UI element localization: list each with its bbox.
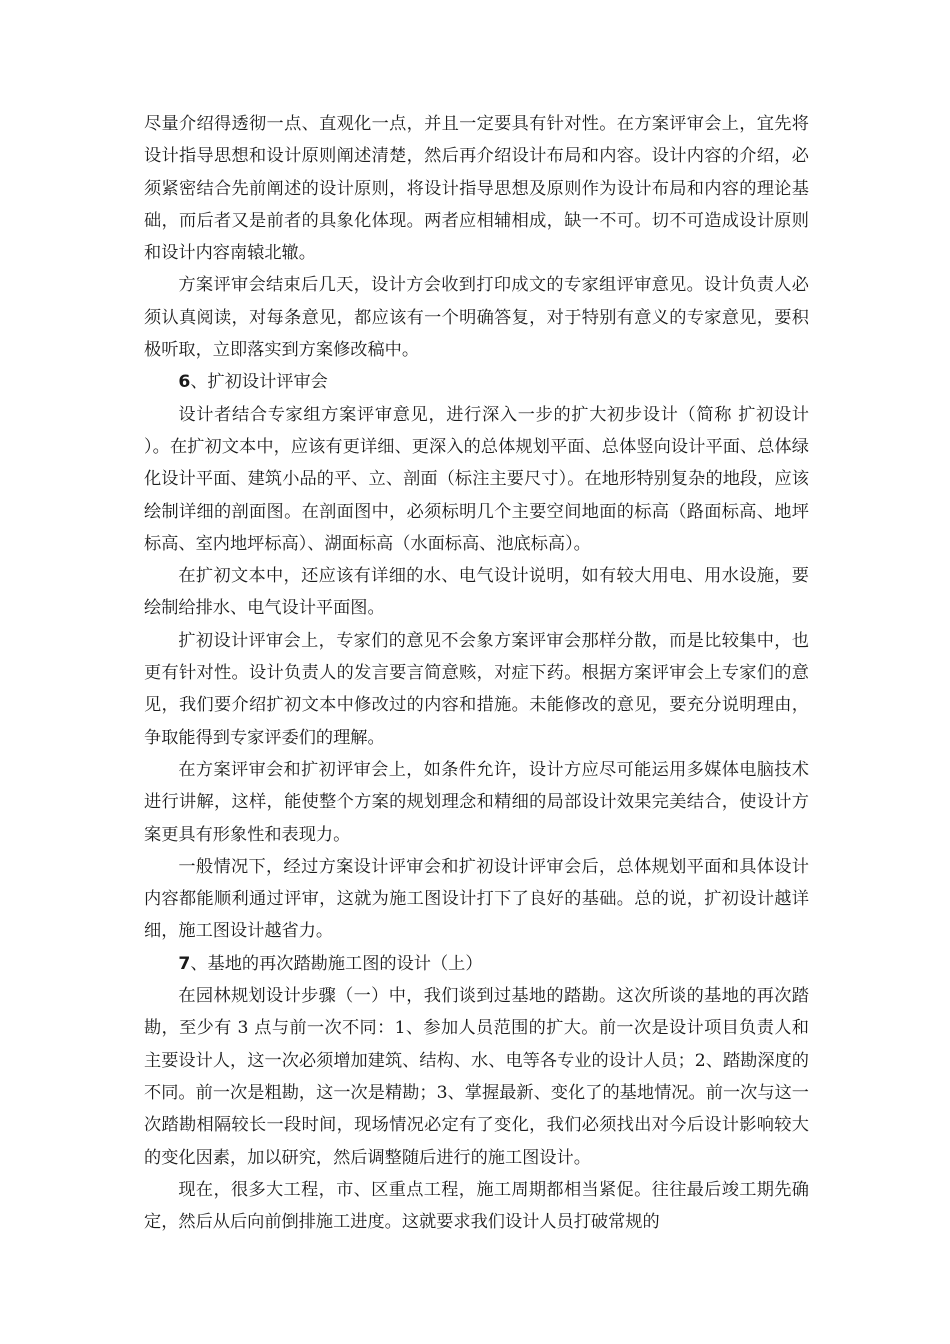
section-title: 、扩初设计评审会 [190, 372, 328, 393]
section-title: 、基地的再次踏勘施工图的设计（上） [190, 953, 483, 974]
paragraph: 现在，很多大工程，市、区重点工程，施工周期都相当紧促。往往最后竣工期先确定，然后从后向前倒排施工进度。这就要求我们设计人员打破常规的 [144, 1179, 809, 1233]
paragraph: 尽量介绍得透彻一点、直观化一点，并且一定要具有针对性。在方案评审会上，宜先将设计指导思想和设计原则阐述清楚，然后再介绍设计布局和内容。设计内容的介绍，必须紧密结合先前阐述的设计原则，将设计指导思想及原则作为设计布局和内容的理论基础，而后者又是前者的具象化体现。两者应相辅相成，缺一不可。切不可造成设计原则和设计内容南辕北辙。 [144, 114, 809, 264]
paragraph: 一般情况下，经过方案设计评审会和扩初设计评审会后，总体规划平面和具体设计内容都能顺利通过评审，这就为施工图设计打下了良好的基础。总的说，扩初设计越详细，施工图设计越省力。 [144, 856, 809, 942]
document-body [144, 108, 809, 1238]
paragraph: 在方案评审会和扩初评审会上，如条件允许，设计方应尽可能运用多媒体电脑技术进行讲解，这样，能使整个方案的规划理念和精细的局部设计效果完美结合，使设计方案更具有形象性和表现力。 [144, 759, 809, 845]
paragraph: 在扩初文本中，还应该有详细的水、电气设计说明，如有较大用电、用水设施，要绘制给排水、电气设计平面图。 [144, 566, 809, 619]
paragraph: 设计者结合专家组方案评审意见，进行深入一步的扩大初步设计（简称 扩初设计 ）。在扩初文本中，应该有更详细、更深入的总体规划平面、总体竖向设计平面、总体绿化设计平面、建筑小品的平、立、剖面（标注主要尺寸）。在地形特别复杂的地段，应该绘制详细的剖面图。在剖面图中，必须标明几个主要空间地面的标高（路面标高、地坪标高、室内地坪标高）、湖面标高（水面标高、池底标高）。 [144, 404, 809, 554]
section-number: 6 [178, 372, 191, 393]
section-heading-6 [144, 366, 809, 398]
section-number: 7 [178, 953, 191, 974]
paragraph: 在园林规划设计步骤（一）中，我们谈到过基地的踏勘。这次所谈的基地的再次踏勘，至少有 3 点与前一次不同：1、参加人员范围的扩大。前一次是设计项目负责人和主要设计人，这一次必须增加建筑、结构、水、电等各专业的设计人员；2、踏勘深度的不同。前一次是粗勘，这一次是精勘；3、掌握最新、变化了的基地情况。前一次与这一次踏勘相隔较长一段时间，现场情况必定有了变化，我们必须找出对今后设计影响较大的变化因素，加以研究，然后调整随后进行的施工图设计。 [144, 986, 809, 1168]
paragraph: 方案评审会结束后几天，设计方会收到打印成文的专家组评审意见。设计负责人必须认真阅读，对每条意见，都应该有一个明确答复，对于特别有意义的专家意见，要积极听取，立即落实到方案修改稿中。 [144, 275, 809, 361]
section-heading-7 [144, 948, 809, 980]
paragraph: 扩初设计评审会上，专家们的意见不会象方案评审会那样分散，而是比较集中，也更有针对性。设计负责人的发言要言简意赅，对症下药。根据方案评审会上专家们的意见，我们要介绍扩初文本中修改过的内容和措施。未能修改的意见，要充分说明理由，争取能得到专家评委们的理解。 [144, 630, 809, 748]
